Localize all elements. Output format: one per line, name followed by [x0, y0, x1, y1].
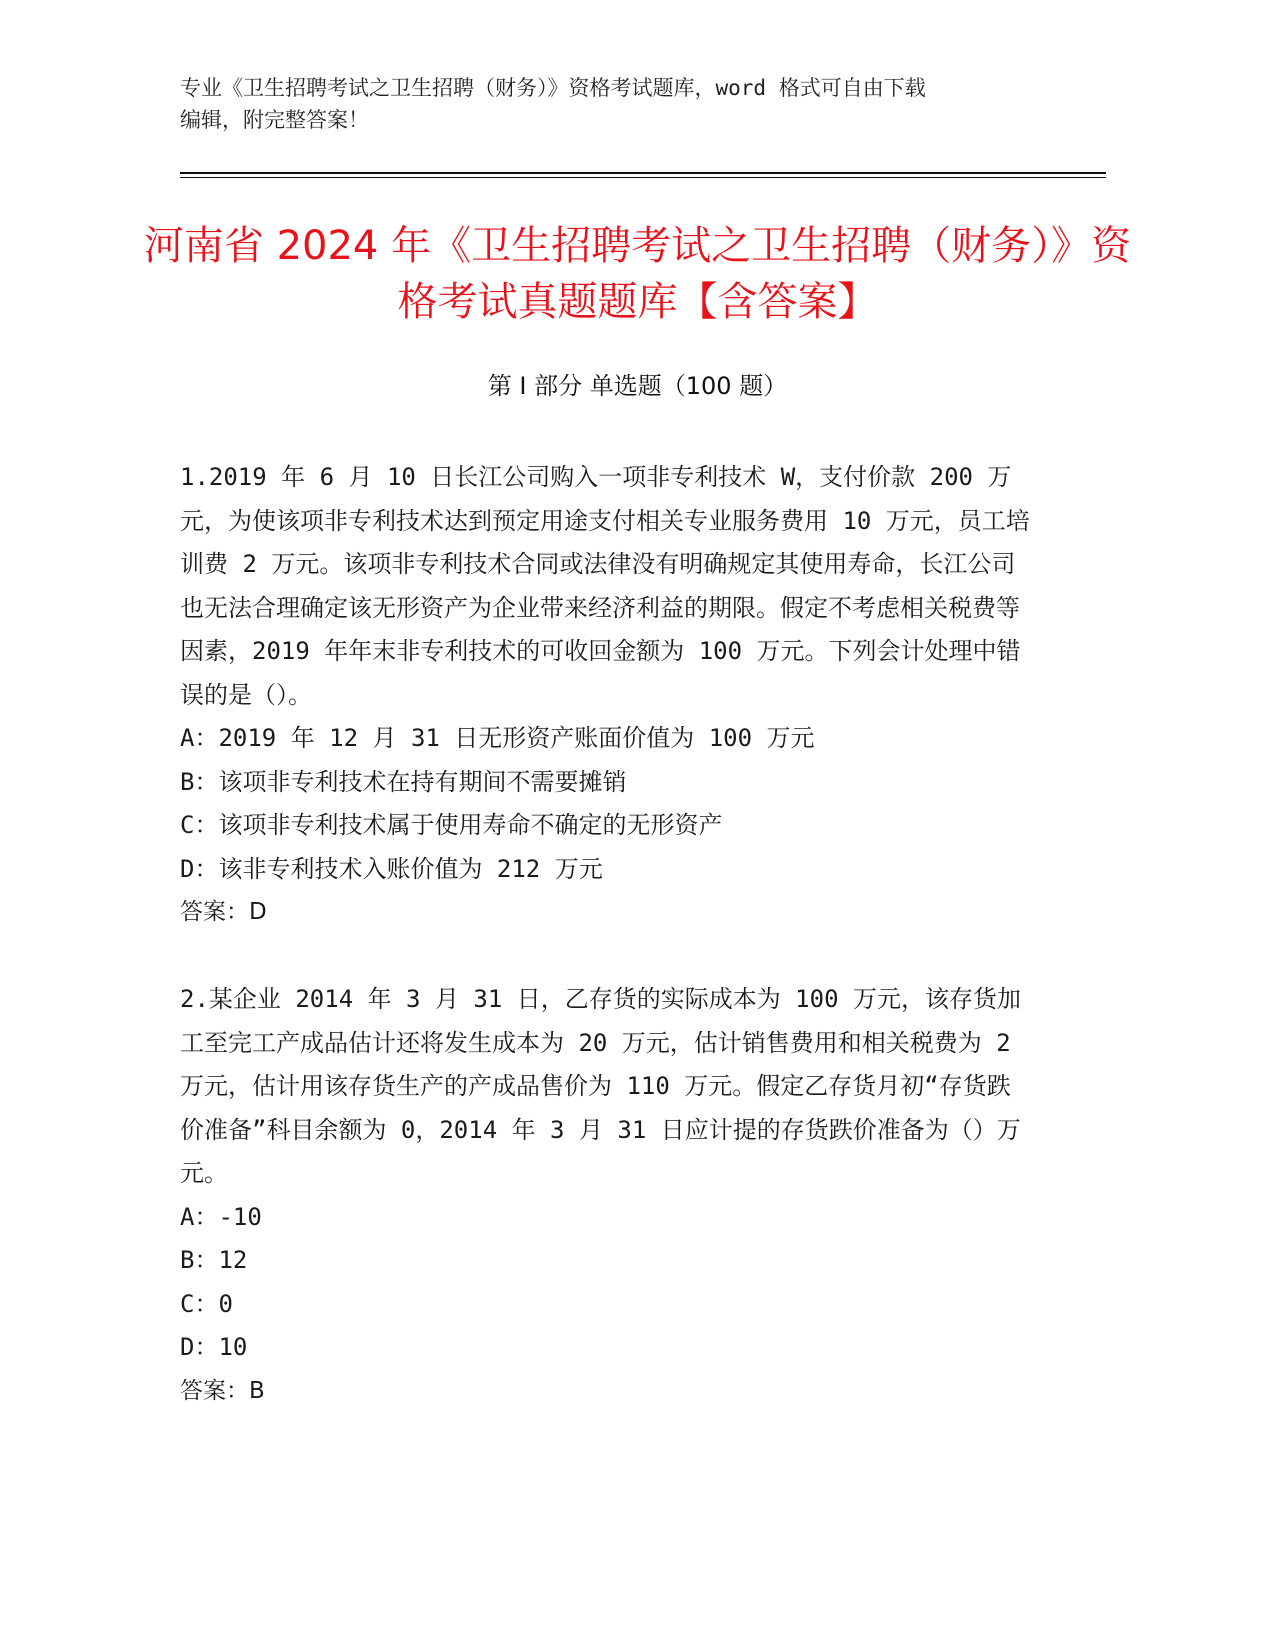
option-b: B：12	[180, 1246, 248, 1274]
answer-label: 答案：B	[180, 1377, 265, 1404]
document-title: 河南省 2024 年《卫生招聘考试之卫生招聘（财务）》资格考试真题题库【含答案】	[143, 223, 1132, 325]
header-divider-thin	[180, 177, 1106, 178]
header-note: 专业《卫生招聘考试之卫生招聘（财务）》资格考试题库，word 格式可自由下载 编辑，附完整答案！	[180, 76, 926, 132]
option-a: A：2019 年 12 月 31 日无形资产账面价值为 100 万元	[180, 724, 815, 752]
question-2	[180, 978, 1030, 1413]
option-c: C：该项非专利技术属于使用寿命不确定的无形资产	[180, 811, 723, 839]
section-heading: 第 I 部分 单选题（100 题）	[487, 372, 788, 400]
answer-label: 答案：D	[180, 899, 267, 925]
option-a: A：-10	[180, 1202, 262, 1231]
question-stem: 1.2019 年 6 月 10 日长江公司购入一项非专利技术 W，支付价款 200 万元，为使该项非专利技术达到预定用途支付相关专业服务费用 10 万元，员工培训费 2 万元。该项非专利技术合同或法律没有明确规定其使用寿命，长江公司也无法合理确定该无形资产为企业带来经济利益的期限。假定不考虑相关税费等因素，2019 年年末非专利技术的可收回金额为 100 万元。下列会计处理中错误的是（）。	[180, 463, 1030, 709]
option-d: D：该非专利技术入账价值为 212 万元	[180, 854, 603, 883]
option-b: B：该项非专利技术在持有期间不需要摊销	[180, 767, 627, 796]
question-1	[180, 456, 1030, 935]
header-divider-thick	[180, 172, 1106, 174]
question-stem: 2.某企业 2014 年 3 月 31 日，乙存货的实际成本为 100 万元，该存货加工至完工产成品估计还将发生成本为 20 万元，估计销售费用和相关税费为 2 万元，估计用该存货生产的产成品售价为 110 万元。假定乙存货月初“存货跌价准备”科目余额为 0，2014 年 3 月 31 日应计提的存货跌价准备为（）万元。	[180, 985, 1021, 1187]
option-c: C：0	[180, 1289, 233, 1318]
option-d: D：10	[180, 1333, 248, 1361]
